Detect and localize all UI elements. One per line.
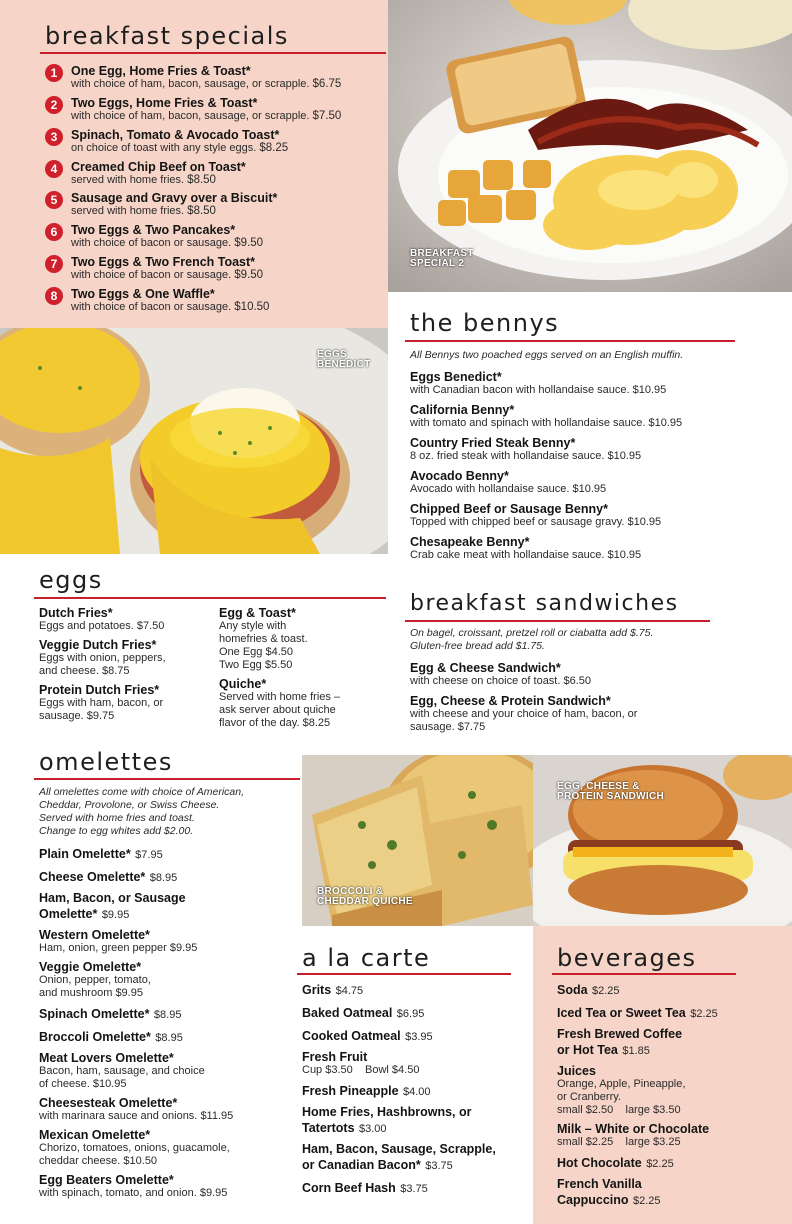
item-name: Mexican Omelette* <box>39 1128 151 1142</box>
item-name: Ham, Bacon, or Sausage <box>39 891 186 905</box>
special-number-badge: 1 <box>45 64 63 82</box>
item-price: $10.50 <box>123 1155 158 1167</box>
benny-desc: 8 oz. fried steak with hollandaise sauce. <box>410 450 605 462</box>
special-price: $8.50 <box>187 174 216 186</box>
benny-item <box>410 370 790 397</box>
benny-desc: Crab cake meat with hollandaise sauce. <box>410 549 605 561</box>
special-number-badge: 4 <box>45 160 63 178</box>
item-price: $2.25 <box>690 1008 718 1020</box>
benny-price: $10.95 <box>607 450 642 462</box>
omelette-meat <box>39 1051 301 1091</box>
special-item-8 <box>45 287 385 314</box>
eggs-benedict-photo <box>0 328 388 554</box>
option-label: Bowl <box>365 1064 389 1076</box>
special-item-3 <box>45 128 385 155</box>
item-name: Egg Beaters Omelette* <box>39 1173 174 1187</box>
special-item-7 <box>45 255 385 282</box>
item-desc: with cheese and your choice of ham, bacon, or <box>410 708 638 720</box>
special-desc: with choice of ham, bacon, sausage, or scrapple. <box>71 110 310 122</box>
alacarte-baked-oatmeal <box>302 1004 532 1022</box>
item-price: $3.25 <box>653 1136 681 1148</box>
item-price: $2.25 <box>585 1136 614 1148</box>
special-item-2 <box>45 96 385 123</box>
special-name: Creamed Chip Beef on Toast* <box>71 160 246 174</box>
specials-rule <box>40 52 386 54</box>
item-price: $9.95 <box>101 909 130 921</box>
omelettes-note: All omelettes come with choice of American, <box>39 786 245 798</box>
item-name: Grits <box>302 983 332 997</box>
sandwiches-note: On bagel, croissant, pretzel roll or ciabatta add $.75. <box>410 627 654 639</box>
item-price: $7.95 <box>135 849 163 861</box>
item-name: Cappuccino <box>557 1193 629 1207</box>
protein-sandwich-photo <box>533 755 792 926</box>
item-name: Egg, Cheese & Protein Sandwich* <box>410 694 611 708</box>
option-label: small <box>557 1104 583 1116</box>
eggs-col-left <box>39 606 219 728</box>
special-number-badge: 5 <box>45 191 63 209</box>
benny-desc: Avocado with hollandaise sauce. <box>410 483 570 495</box>
beverage-hot-chocolate <box>557 1154 787 1172</box>
benny-price: $10.95 <box>632 384 667 396</box>
special-item-5 <box>45 191 385 218</box>
section-title-alacarte: a la carte <box>302 944 431 972</box>
item-name: Soda <box>557 983 588 997</box>
special-number-badge: 2 <box>45 96 63 114</box>
benny-price: $10.95 <box>572 483 607 495</box>
option-label: Two Egg <box>219 659 262 671</box>
item-name: Fresh Pineapple <box>302 1084 399 1098</box>
section-title-beverages: beverages <box>557 944 697 972</box>
special-name: Two Eggs, Home Fries & Toast* <box>71 96 258 110</box>
special-item-6 <box>45 223 385 250</box>
omelettes-note: Served with home fries and toast. <box>39 812 195 824</box>
benny-item <box>410 469 790 496</box>
benny-name: Eggs Benedict* <box>410 370 502 384</box>
egg-item-quiche <box>219 677 387 730</box>
item-name: Tatertots <box>302 1121 355 1135</box>
item-name: or Hot Tea <box>557 1043 618 1057</box>
item-price: $9.95 <box>169 942 198 954</box>
item-desc: cheddar cheese. <box>39 1155 121 1167</box>
item-price: $6.50 <box>563 675 592 687</box>
item-price: $2.50 <box>585 1104 614 1116</box>
item-name: Juices <box>557 1064 596 1078</box>
item-desc: flavor of the day. <box>219 717 300 729</box>
item-name: Omelette* <box>39 907 98 921</box>
item-price: $3.50 <box>325 1064 353 1076</box>
item-desc: with cheese on choice of toast. <box>410 675 561 687</box>
alacarte-corn-beef-hash <box>302 1179 532 1197</box>
omelette-western <box>39 928 301 955</box>
special-desc: served with home fries. <box>71 205 185 217</box>
sandwich-item <box>410 694 790 734</box>
item-price: $4.50 <box>265 646 294 658</box>
special-name: Two Eggs & One Waffle* <box>71 287 215 301</box>
alacarte-pineapple <box>302 1082 532 1100</box>
item-price: $3.00 <box>359 1123 387 1135</box>
item-price: $11.95 <box>200 1110 234 1122</box>
item-price: $9.75 <box>86 710 115 722</box>
item-price: $1.85 <box>622 1045 650 1057</box>
item-price: $9.95 <box>115 987 143 999</box>
option-label: Cup <box>302 1064 323 1076</box>
item-price: $3.95 <box>405 1031 433 1043</box>
item-desc: ask server about quiche <box>219 704 336 716</box>
item-desc: Served with home fries – <box>219 691 341 703</box>
benny-item <box>410 436 790 463</box>
omelette-veggie <box>39 960 301 1000</box>
benny-desc: Topped with chipped beef or sausage gravy. <box>410 516 625 528</box>
special-price: $9.50 <box>234 237 264 249</box>
option-label: One Egg <box>219 646 263 658</box>
benny-name: Chesapeake Benny* <box>410 535 530 549</box>
special-name: One Egg, Home Fries & Toast* <box>71 64 251 78</box>
item-price: $9.95 <box>199 1187 228 1199</box>
sandwiches-note: Gluten-free bread add $1.75. <box>410 640 545 652</box>
option-label: large <box>625 1104 650 1116</box>
item-name: or Canadian Bacon* <box>302 1158 421 1172</box>
item-desc: of cheese. <box>39 1078 90 1090</box>
beverage-juices <box>557 1064 787 1117</box>
item-name: Egg & Cheese Sandwich* <box>410 661 561 675</box>
option-label: small <box>557 1136 583 1148</box>
bennys-rule <box>405 340 735 342</box>
broccoli-quiche-photo <box>302 755 533 926</box>
special-price: $6.75 <box>312 78 342 90</box>
item-desc: and cheese. <box>39 665 99 677</box>
alacarte-grits <box>302 981 532 999</box>
section-title-omelettes: omelettes <box>39 748 173 776</box>
item-price: $3.50 <box>653 1104 681 1116</box>
special-number-badge: 7 <box>45 255 63 273</box>
special-desc: served with home fries. <box>71 174 185 186</box>
omelettes-list <box>39 786 301 1205</box>
beverage-soda <box>557 981 787 999</box>
photo-label-quiche: BROCCOLI & CHEDDAR QUICHE <box>317 886 413 907</box>
alacarte-list <box>302 981 532 1202</box>
alacarte-rule <box>297 973 511 975</box>
item-name: Veggie Dutch Fries* <box>39 638 157 652</box>
item-name: Plain Omelette* <box>39 847 131 861</box>
item-price: $3.75 <box>425 1160 453 1172</box>
beverage-cappuccino <box>557 1177 787 1209</box>
special-desc: on choice of toast with any style eggs. <box>71 142 257 154</box>
item-price: $7.75 <box>457 721 486 733</box>
item-desc: Eggs with onion, peppers, <box>39 652 166 664</box>
item-desc: Orange, Apple, Pineapple, <box>557 1078 686 1090</box>
item-name: Cooked Oatmeal <box>302 1029 401 1043</box>
egg-item-dutch-fries <box>39 606 219 633</box>
item-name: French Vanilla <box>557 1177 642 1191</box>
special-price: $8.50 <box>187 205 216 217</box>
eggs-col-right <box>219 606 387 735</box>
benny-price: $10.95 <box>607 549 642 561</box>
special-price: $10.50 <box>234 301 270 313</box>
item-price: $8.75 <box>102 665 130 677</box>
item-name: Dutch Fries* <box>39 606 113 620</box>
item-name: Cheesesteak Omelette* <box>39 1096 178 1110</box>
eggs-rule <box>34 597 386 599</box>
item-name: Veggie Omelette* <box>39 960 142 974</box>
benny-item <box>410 535 790 562</box>
omelette-cheesesteak <box>39 1096 301 1123</box>
section-title-breakfast-specials: breakfast specials <box>45 22 289 50</box>
item-desc: with spinach, tomato, and onion. <box>39 1187 197 1199</box>
sandwiches-rule <box>405 620 710 622</box>
special-number-badge: 8 <box>45 287 63 305</box>
omelettes-note: Cheddar, Provolone, or Swiss Cheese. <box>39 799 220 811</box>
item-name: Egg & Toast* <box>219 606 296 620</box>
benny-price: $10.95 <box>627 516 662 528</box>
special-desc: with choice of bacon or sausage. <box>71 301 232 313</box>
benny-price: $10.95 <box>648 417 683 429</box>
item-desc: Eggs with ham, bacon, or <box>39 697 164 709</box>
photo-label-sandwich: EGG, CHEESE & PROTEIN SANDWICH <box>557 781 665 802</box>
omelette-mexican <box>39 1128 301 1168</box>
item-price: $8.95 <box>153 1009 182 1021</box>
special-name: Two Eggs & Two Pancakes* <box>71 223 236 237</box>
item-name: Fresh Brewed Coffee <box>557 1027 683 1041</box>
item-desc: sausage. <box>39 710 84 722</box>
item-name: Quiche* <box>219 677 267 691</box>
bennys-list <box>410 349 790 568</box>
item-desc: or Cranberry. <box>557 1091 621 1103</box>
item-desc: Eggs and potatoes. <box>39 620 134 632</box>
special-item-1 <box>45 64 385 91</box>
omelette-ham <box>39 891 301 923</box>
omelette-cheese <box>39 868 301 886</box>
beverage-iced-tea <box>557 1004 787 1022</box>
item-price: $2.25 <box>633 1195 661 1207</box>
item-name: Western Omelette* <box>39 928 150 942</box>
alacarte-home-fries <box>302 1105 532 1137</box>
omelettes-rule <box>34 778 300 780</box>
item-desc: sausage. <box>410 721 455 733</box>
omelettes-note: Change to egg whites add $2.00. <box>39 825 194 837</box>
omelette-beaters <box>39 1173 301 1200</box>
benny-desc: with tomato and spinach with hollandaise sauce. <box>410 417 646 429</box>
special-price: $7.50 <box>312 110 342 122</box>
item-name: Broccoli Omelette* <box>39 1030 151 1044</box>
item-price: $8.95 <box>149 872 178 884</box>
item-price: $4.75 <box>335 985 364 997</box>
sandwich-item <box>410 661 790 688</box>
item-desc: Chorizo, tomatoes, onions, guacamole, <box>39 1142 230 1154</box>
special-price: $9.50 <box>234 269 264 281</box>
alacarte-meats <box>302 1142 532 1174</box>
special-name: Sausage and Gravy over a Biscuit* <box>71 191 278 205</box>
beverages-rule <box>552 973 736 975</box>
item-name: Cheese Omelette* <box>39 870 146 884</box>
bennys-note: All Bennys two poached eggs served on an English muffin. <box>410 349 684 361</box>
egg-item-protein-dutch <box>39 683 219 723</box>
item-desc: homefries & toast. <box>219 633 308 645</box>
item-price: $10.95 <box>92 1078 127 1090</box>
photo-label-benedict: EGGS BENEDICT <box>317 349 371 370</box>
special-number-badge: 3 <box>45 128 63 146</box>
item-price: $3.75 <box>400 1183 428 1195</box>
special-price: $8.25 <box>259 142 289 154</box>
item-name: Protein Dutch Fries* <box>39 683 160 697</box>
alacarte-fresh-fruit <box>302 1050 532 1077</box>
section-title-sandwiches: breakfast sandwiches <box>410 591 679 616</box>
benny-item <box>410 502 790 529</box>
special-desc: with choice of bacon or sausage. <box>71 269 232 281</box>
item-desc: Any style with <box>219 620 287 632</box>
item-name: Corn Beef Hash <box>302 1181 396 1195</box>
item-price: $4.50 <box>391 1064 420 1076</box>
special-item-4 <box>45 160 385 187</box>
item-desc: and mushroom <box>39 987 113 999</box>
beverages-list <box>557 981 787 1214</box>
special-desc: with choice of bacon or sausage. <box>71 237 232 249</box>
item-name: Spinach Omelette* <box>39 1007 150 1021</box>
item-name: Meat Lovers Omelette* <box>39 1051 174 1065</box>
section-title-bennys: the bennys <box>410 309 560 337</box>
special-name: Two Eggs & Two French Toast* <box>71 255 256 269</box>
item-price: $8.95 <box>155 1032 183 1044</box>
item-name: Ham, Bacon, Sausage, Scrapple, <box>302 1142 496 1156</box>
omelette-spinach <box>39 1005 301 1023</box>
benny-name: Avocado Benny* <box>410 469 509 483</box>
item-price: $8.25 <box>302 717 331 729</box>
omelette-plain <box>39 845 301 863</box>
omelette-broccoli <box>39 1028 301 1046</box>
item-price: $5.50 <box>264 659 293 671</box>
item-name: Iced Tea or Sweet Tea <box>557 1006 686 1020</box>
photo-label-special-2: BREAKFAST SPECIAL 2 <box>410 248 474 269</box>
item-price: $2.25 <box>646 1158 674 1170</box>
benny-desc: with Canadian bacon with hollandaise sauce. <box>410 384 630 396</box>
benny-name: Country Fried Steak Benny* <box>410 436 576 450</box>
breakfast-special-2-photo <box>388 0 792 292</box>
item-name: Hot Chocolate <box>557 1156 642 1170</box>
benny-name: Chipped Beef or Sausage Benny* <box>410 502 608 516</box>
special-number-badge: 6 <box>45 223 63 241</box>
item-name: Baked Oatmeal <box>302 1006 393 1020</box>
item-name: Home Fries, Hashbrowns, or <box>302 1105 472 1119</box>
alacarte-cooked-oatmeal <box>302 1027 532 1045</box>
section-title-eggs: eggs <box>39 566 103 594</box>
beverage-coffee <box>557 1027 787 1059</box>
item-price: $4.00 <box>403 1086 431 1098</box>
item-name: Milk – White or Chocolate <box>557 1122 710 1136</box>
egg-item-egg-toast <box>219 606 387 672</box>
item-desc: with marinara sauce and onions. <box>39 1110 198 1122</box>
item-name: Fresh Fruit <box>302 1050 368 1064</box>
item-price: $6.95 <box>396 1008 425 1020</box>
egg-item-veggie-dutch <box>39 638 219 678</box>
option-label: large <box>625 1136 650 1148</box>
beverage-milk <box>557 1122 787 1149</box>
special-desc: with choice of ham, bacon, sausage, or scrapple. <box>71 78 310 90</box>
item-desc: Onion, pepper, tomato, <box>39 974 151 986</box>
item-price: $2.25 <box>592 985 620 997</box>
sandwiches-list <box>410 627 790 739</box>
item-desc: Bacon, ham, sausage, and choice <box>39 1065 205 1077</box>
special-name: Spinach, Tomato & Avocado Toast* <box>71 128 280 142</box>
item-price: $7.50 <box>136 620 165 632</box>
benny-item <box>410 403 790 430</box>
item-desc: Ham, onion, green pepper <box>39 942 167 954</box>
benny-name: California Benny* <box>410 403 515 417</box>
